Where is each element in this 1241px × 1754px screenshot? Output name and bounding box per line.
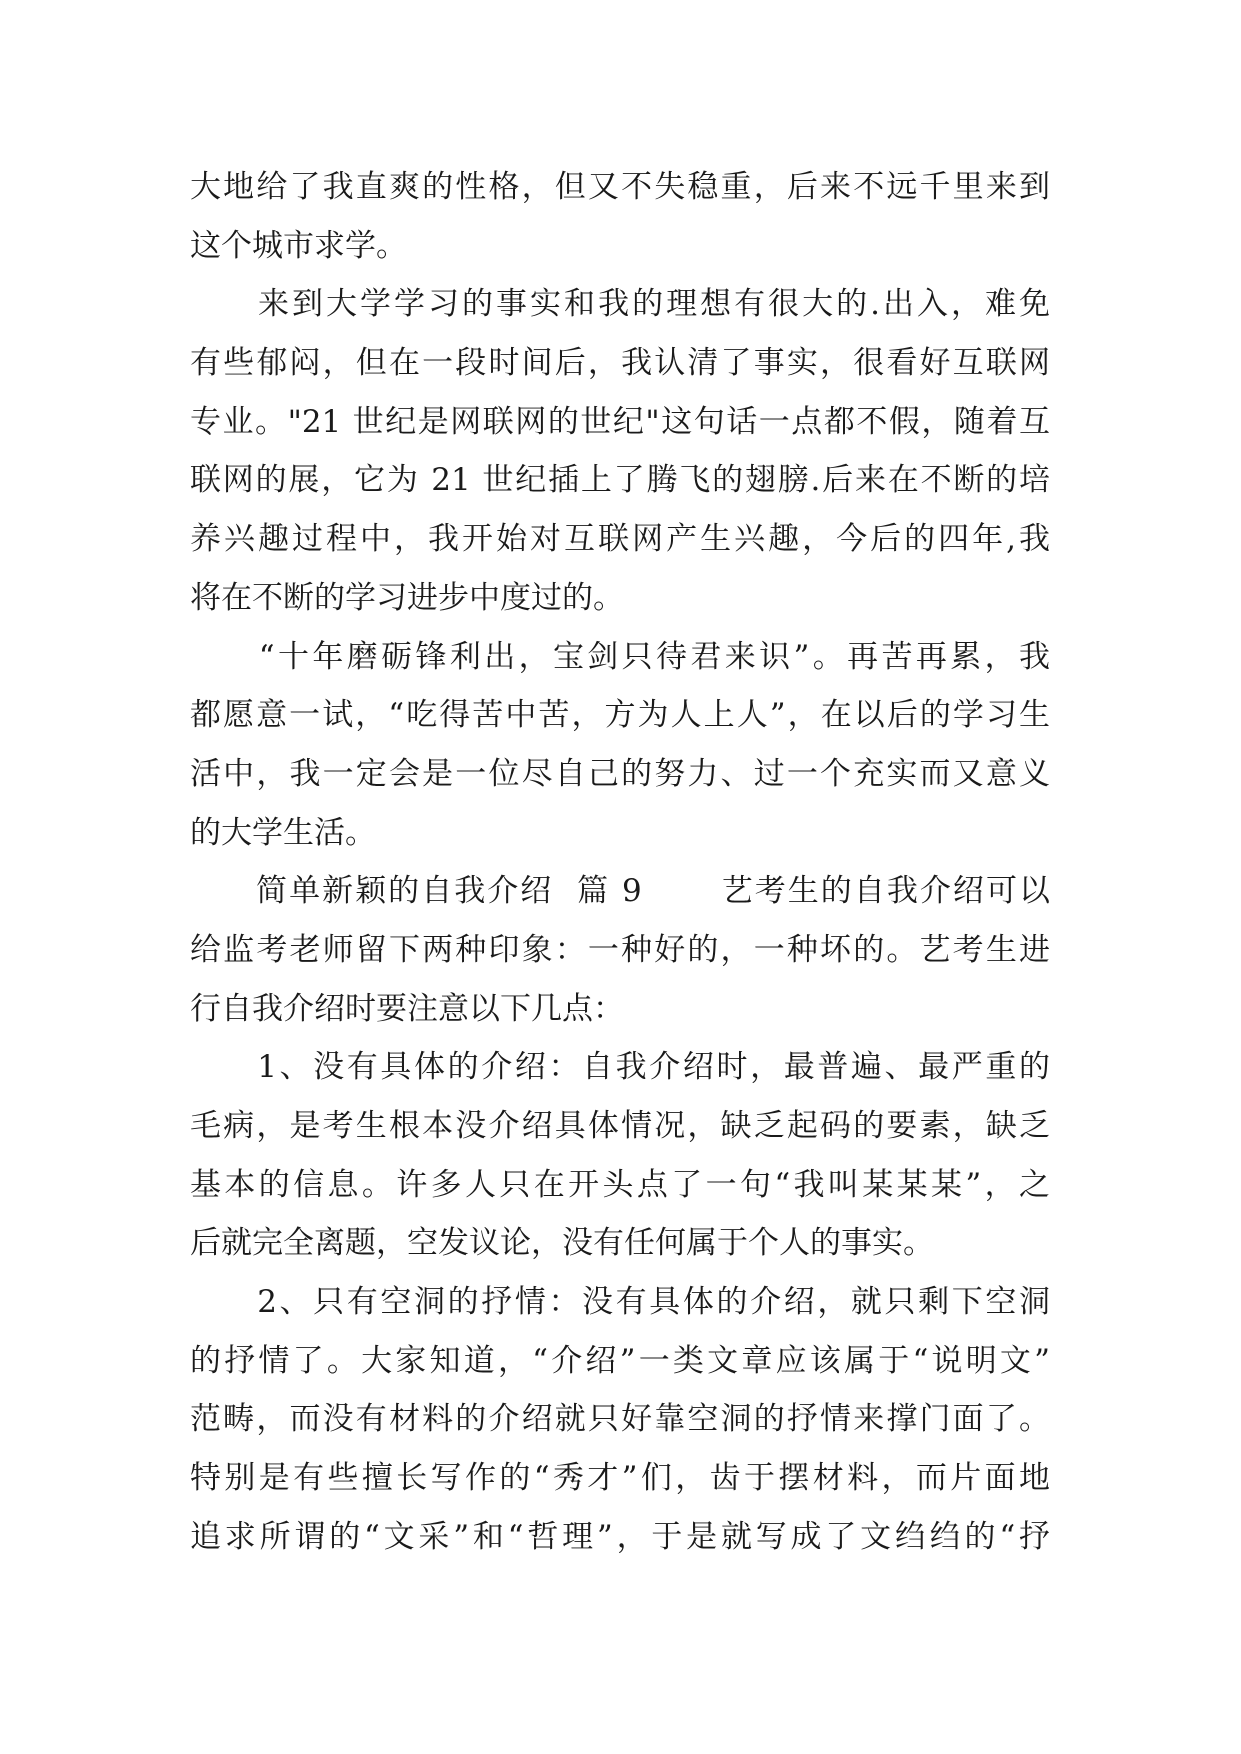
paragraph: [190, 1273, 1050, 1566]
text-line: 毛病，是考生根本没介绍具体情况，缺乏起码的要素，缺乏: [190, 1108, 1050, 1144]
paragraph: [190, 158, 1050, 275]
paragraph: [190, 1038, 1050, 1273]
text-line: 都愿意一试，“吃得苦中苦，方为人上人”，在以后的学习生: [190, 697, 1050, 734]
text-line: 将在不断的学习进步中度过的。: [190, 579, 624, 616]
text-line: 后就完全离题，空发议论，没有任何属于个人的事实。: [190, 1225, 934, 1262]
text-line: 活中，我一定会是一位尽自己的努力、过一个充实而又意义: [190, 755, 1050, 792]
text-line: 追求所谓的“文采”和“哲理”，于是就写成了文绉绉的“抒: [190, 1518, 1050, 1555]
text-line: “十年磨砺锋利出，宝剑只待君来识”。再苦再累，我: [190, 638, 1050, 675]
text-line: 的大学生活。: [190, 814, 376, 851]
text-line: 1、没有具体的介绍：自我介绍时，最普遍、最严重的: [190, 1049, 1050, 1086]
text-line: 给监考老师留下两种印象：一种好的，一种坏的。艺考生进: [190, 931, 1050, 968]
paragraph: [190, 628, 1050, 863]
text-line: 基本的信息。许多人只在开头点了一句“我叫某某某”，之: [190, 1166, 1050, 1203]
text-line: 的抒情了。大家知道，“介绍”一类文章应该属于“说明文”: [190, 1342, 1050, 1379]
text-line: 有些郁闷，但在一段时间后，我认清了事实，很看好互联网: [190, 345, 1050, 382]
text-line: 2、只有空洞的抒情：没有具体的介绍，就只剩下空洞: [190, 1284, 1050, 1321]
text-line: 养兴趣过程中，我开始对互联网产生兴趣，今后的四年,我: [190, 521, 1050, 558]
text-line: 行自我介绍时要注意以下几点：: [190, 990, 624, 1027]
text-line: 简单新颖的自我介绍 篇 9 艺考生的自我介绍可以: [190, 873, 1050, 910]
text-line: 专业。"21 世纪是网联网的世纪"这句话一点都不假，随着互: [190, 403, 1050, 440]
text-line: 范畴，而没有材料的介绍就只好靠空洞的抒情来撑门面了。: [190, 1401, 1050, 1438]
paragraph: [190, 275, 1050, 627]
document-body: [190, 158, 1050, 1567]
paragraph: [190, 862, 1050, 1038]
text-line: 这个城市求学。: [190, 227, 407, 264]
text-line: 特别是有些擅长写作的“秀才”们，齿于摆材料，而片面地: [190, 1460, 1050, 1497]
text-line: 联网的展，它为 21 世纪插上了腾飞的翅膀.后来在不断的培: [190, 462, 1050, 499]
text-line: 来到大学学习的事实和我的理想有很大的.出入，难免: [190, 286, 1050, 323]
text-line: 大地给了我直爽的性格，但又不失稳重，后来不远千里来到: [190, 169, 1050, 205]
